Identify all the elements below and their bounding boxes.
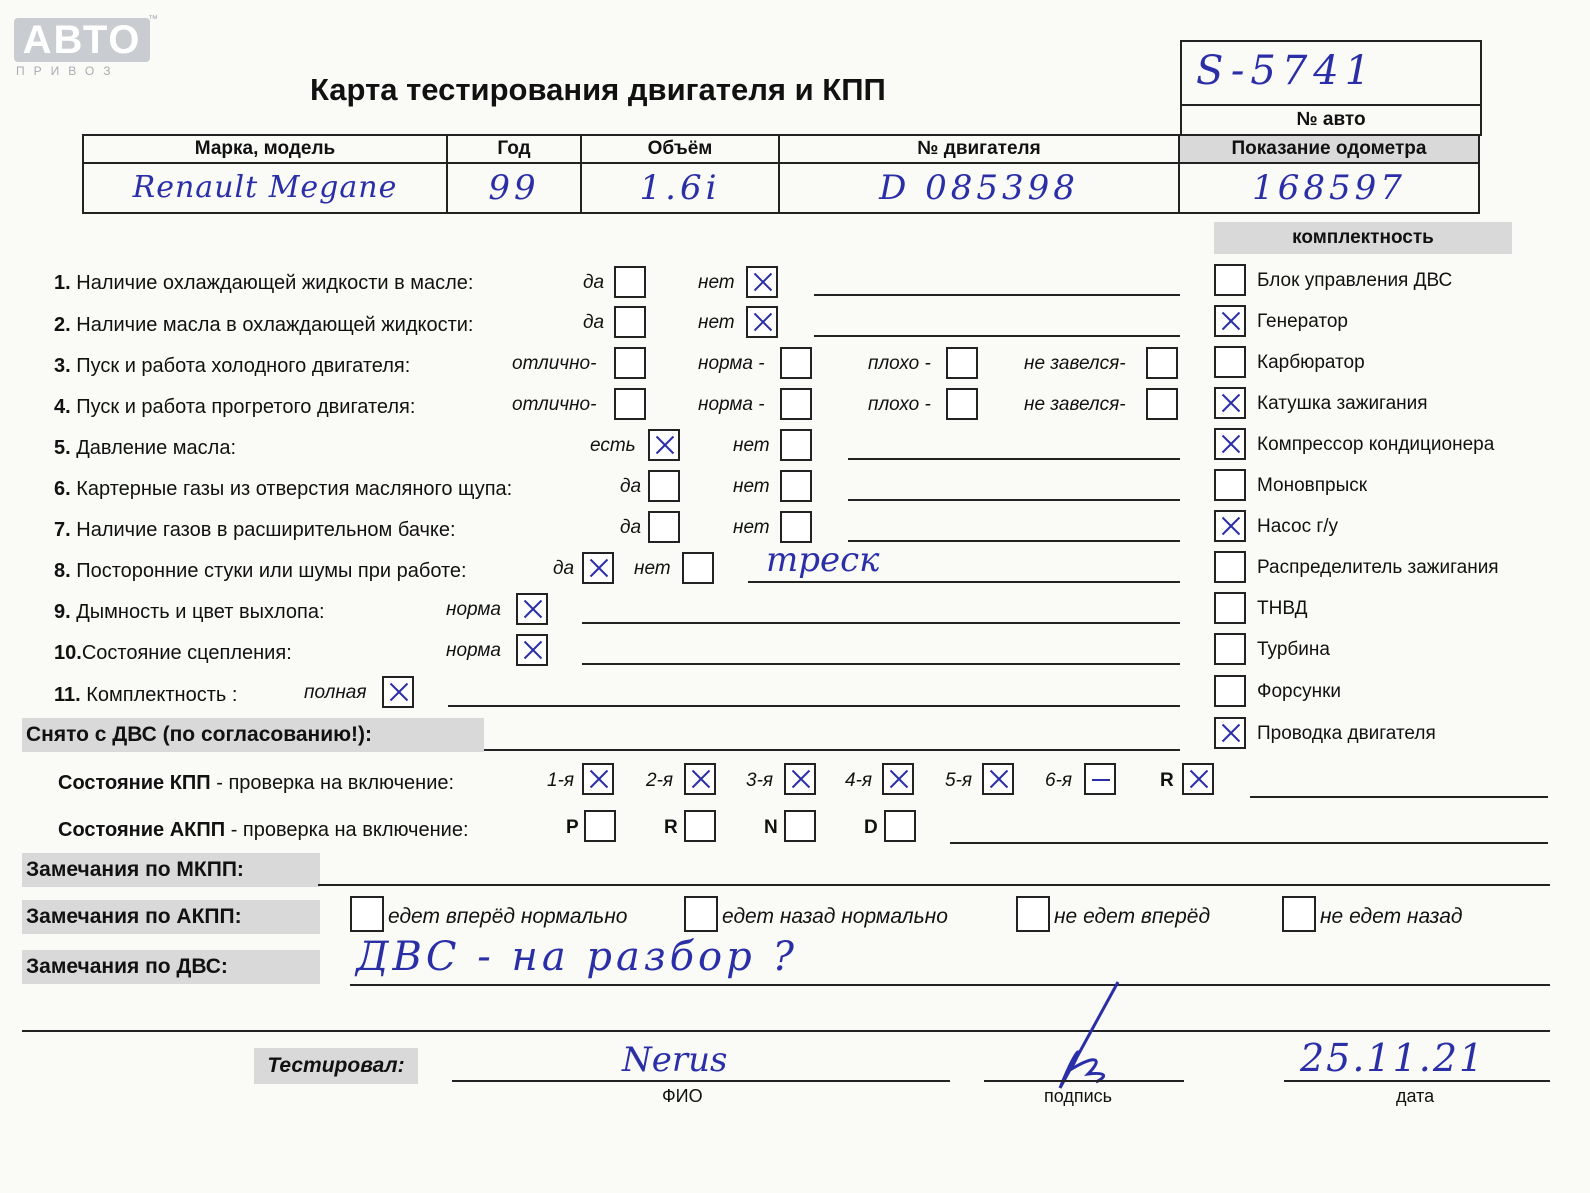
sign-line	[984, 1080, 1184, 1082]
q8-no-checkbox[interactable]	[682, 552, 714, 584]
komplekt-checkbox-3[interactable]	[1214, 387, 1246, 419]
value-engine-number: D 085398	[879, 168, 1079, 208]
kpp-gear-6-checkbox[interactable]	[1084, 763, 1116, 795]
q3-normal-checkbox[interactable]	[780, 347, 812, 379]
q11-opt-full: полная	[304, 682, 367, 703]
value-year: 99	[488, 168, 540, 208]
akpp-forward-ok-checkbox[interactable]	[350, 896, 384, 932]
komplekt-checkbox-10[interactable]	[1214, 675, 1246, 707]
akpp-no-backward-checkbox[interactable]	[1282, 896, 1316, 932]
q4-opt-no-start: не завелся-	[1024, 394, 1126, 415]
fio-line	[452, 1080, 950, 1082]
q10-line	[582, 663, 1180, 665]
q8-opt-yes: да	[553, 558, 575, 579]
question-10: 10.Состояние сцепления:	[54, 642, 292, 664]
tested-by-label: Тестировал:	[254, 1048, 418, 1084]
akpp-mode-p-checkbox[interactable]	[584, 810, 616, 842]
removed-label: Снято с ДВС (по согласованию!):	[22, 718, 484, 752]
q6-opt-yes: да	[620, 476, 642, 497]
komplekt-label-8: ТНВД	[1257, 598, 1308, 619]
q7-opt-yes: да	[620, 517, 642, 538]
komplekt-label-7: Распределитель зажигания	[1257, 557, 1499, 578]
remarks-akpp-label: Замечания по АКПП:	[22, 900, 320, 934]
komplekt-label-2: Карбюратор	[1257, 352, 1365, 373]
q7-yes-checkbox[interactable]	[648, 511, 680, 543]
kpp-gear-5-label: 5-я	[945, 770, 973, 791]
question-11: 11. Комплектность :	[54, 684, 238, 706]
value-make-model: Renault Megane	[132, 170, 398, 205]
komplekt-checkbox-8[interactable]	[1214, 592, 1246, 624]
q7-line	[848, 540, 1180, 542]
q9-line	[582, 622, 1180, 624]
col-engine-number: № двигателя	[917, 138, 1041, 159]
q1-no-checkbox[interactable]	[746, 266, 778, 298]
kpp-gear-1-checkbox[interactable]	[582, 763, 614, 795]
komplekt-label-1: Генератор	[1257, 311, 1348, 332]
removed-line	[484, 749, 1180, 751]
q4-no-start-checkbox[interactable]	[1146, 388, 1178, 420]
komplekt-checkbox-6[interactable]	[1214, 510, 1246, 542]
q3-opt-normal: норма -	[698, 353, 765, 374]
col-volume: Объём	[647, 138, 713, 159]
question-6: 6. Картерные газы из отверстия масляного щупа:	[54, 478, 513, 500]
question-3: 3. Пуск и работа холодного двигателя:	[54, 355, 411, 377]
date-value: 25.11.21	[1300, 1036, 1486, 1080]
q8-opt-no: нет	[634, 558, 671, 579]
komplekt-label-4: Компрессор кондиционера	[1257, 434, 1495, 455]
remarks-dvs-line	[350, 984, 1550, 986]
q7-opt-no: нет	[733, 517, 770, 538]
komplekt-checkbox-0[interactable]	[1214, 264, 1246, 296]
komplekt-checkbox-1[interactable]	[1214, 305, 1246, 337]
kpp-gear-3-label: 3-я	[746, 770, 774, 791]
auto-number-value: S-5741	[1196, 48, 1377, 94]
remarks-mkpp-label: Замечания по МКПП:	[22, 853, 320, 887]
akpp-no-backward-label: не едет назад	[1320, 905, 1463, 928]
komplekt-title: комплектность	[1214, 222, 1512, 254]
komplekt-checkbox-2[interactable]	[1214, 346, 1246, 378]
fio-label: ФИО	[662, 1086, 703, 1106]
auto-number-box	[1180, 40, 1482, 136]
q5-line	[848, 458, 1180, 460]
q1-opt-yes: да	[583, 272, 605, 293]
q5-opt-yes: есть	[590, 435, 636, 456]
q4-normal-checkbox[interactable]	[780, 388, 812, 420]
fio-value: Nerus	[622, 1040, 728, 1080]
q3-opt-bad: плохо -	[868, 353, 931, 374]
kpp-gear-5-checkbox[interactable]	[982, 763, 1014, 795]
form-title: Карта тестирования двигателя и КПП	[310, 72, 886, 107]
question-2: 2. Наличие масла в охлаждающей жидкости:	[54, 314, 474, 336]
komplekt-checkbox-5[interactable]	[1214, 469, 1246, 501]
akpp-label: Состояние АКПП - проверка на включение:	[58, 819, 469, 841]
q6-yes-checkbox[interactable]	[648, 470, 680, 502]
komplekt-label-6: Насос г/у	[1257, 516, 1339, 537]
q10-normal-checkbox[interactable]	[516, 634, 548, 666]
col-odometer: Показание одометра	[1231, 138, 1427, 159]
date-line	[1284, 1080, 1550, 1082]
akpp-mode-n-label: N	[764, 817, 778, 838]
akpp-no-forward-label: не едет вперёд	[1054, 905, 1211, 928]
akpp-mode-r-checkbox[interactable]	[684, 810, 716, 842]
question-4: 4. Пуск и работа прогретого двигателя:	[54, 396, 416, 418]
question-9: 9. Дымность и цвет выхлопа:	[54, 601, 325, 623]
q3-bad-checkbox[interactable]	[946, 347, 978, 379]
sign-label: подпись	[1044, 1086, 1113, 1106]
q5-no-checkbox[interactable]	[780, 429, 812, 461]
kpp-gear-2-label: 2-я	[646, 770, 674, 791]
q7-no-checkbox[interactable]	[780, 511, 812, 543]
q4-opt-normal: норма -	[698, 394, 765, 415]
q10-opt-normal: норма	[446, 640, 501, 661]
logo: АВТО	[14, 18, 150, 62]
q5-yes-checkbox[interactable]	[648, 429, 680, 461]
akpp-mode-d-checkbox[interactable]	[884, 810, 916, 842]
akpp-no-forward-checkbox[interactable]	[1016, 896, 1050, 932]
q3-opt-no-start: не завелся-	[1024, 353, 1126, 374]
kpp-gear-2-checkbox[interactable]	[684, 763, 716, 795]
akpp-line	[950, 842, 1548, 844]
q2-no-checkbox[interactable]	[746, 306, 778, 338]
akpp-backward-ok-checkbox[interactable]	[684, 896, 718, 932]
q1-line	[814, 294, 1180, 296]
q2-line	[814, 335, 1180, 337]
question-1: 1. Наличие охлаждающей жидкости в масле:	[54, 272, 474, 294]
kpp-gear-r-checkbox[interactable]	[1182, 763, 1214, 795]
q8-yes-checkbox[interactable]	[582, 552, 614, 584]
logo-subtitle: ПРИВОЗ	[16, 64, 120, 78]
kpp-gear-4-checkbox[interactable]	[882, 763, 914, 795]
kpp-gear-4-label: 4-я	[845, 770, 873, 791]
q3-opt-excellent: отлично-	[512, 353, 597, 374]
kpp-gear-1-label: 1-я	[547, 770, 575, 791]
q9-opt-normal: норма	[446, 599, 501, 620]
auto-number-label: № авто	[1182, 104, 1480, 134]
akpp-mode-d-label: D	[864, 817, 878, 838]
question-7: 7. Наличие газов в расширительном бачке:	[54, 519, 456, 541]
q11-full-checkbox[interactable]	[382, 676, 414, 708]
q2-opt-no: нет	[698, 312, 735, 333]
date-label: дата	[1396, 1086, 1435, 1106]
akpp-backward-ok-label: едет назад нормально	[722, 905, 948, 928]
kpp-line	[1250, 796, 1548, 798]
q2-opt-yes: да	[583, 312, 605, 333]
col-make-model: Марка, модель	[194, 138, 336, 159]
q3-no-start-checkbox[interactable]	[1146, 347, 1178, 379]
value-odometer: 168597	[1252, 168, 1406, 208]
q8-line	[748, 581, 1180, 583]
akpp-mode-r-label: R	[664, 817, 678, 838]
q4-excellent-checkbox[interactable]	[614, 388, 646, 420]
remarks-mkpp-line	[318, 884, 1550, 886]
komplekt-label-9: Турбина	[1257, 639, 1330, 660]
remarks-dvs-note: ДВС - на разбор ?	[356, 934, 798, 980]
komplekt-label-11: Проводка двигателя	[1257, 723, 1436, 744]
q6-line	[848, 499, 1180, 501]
question-5: 5. Давление масла:	[54, 437, 236, 459]
komplekt-label-3: Катушка зажигания	[1257, 393, 1428, 414]
q11-line	[448, 705, 1180, 707]
q6-opt-no: нет	[733, 476, 770, 497]
komplekt-label-10: Форсунки	[1257, 681, 1341, 702]
komplekt-label-5: Моновпрыск	[1257, 475, 1368, 496]
q1-yes-checkbox[interactable]	[614, 266, 646, 298]
kpp-gear-6-label: 6-я	[1045, 770, 1073, 791]
remarks-dvs-label: Замечания по ДВС:	[22, 950, 320, 984]
q4-opt-excellent: отлично-	[512, 394, 597, 415]
question-8: 8. Посторонние стуки или шумы при работе:	[54, 560, 467, 582]
q5-opt-no: нет	[733, 435, 770, 456]
remarks-extra-line	[22, 1030, 1550, 1032]
value-volume: 1.6i	[639, 168, 721, 208]
komplekt-checkbox-11[interactable]	[1214, 717, 1246, 749]
q4-bad-checkbox[interactable]	[946, 388, 978, 420]
logo-trademark: ™	[148, 14, 158, 25]
komplekt-checkbox-4[interactable]	[1214, 428, 1246, 460]
komplekt-checkbox-9[interactable]	[1214, 633, 1246, 665]
col-year: Год	[497, 138, 531, 159]
q1-opt-no: нет	[698, 272, 735, 293]
kpp-label: Состояние КПП - проверка на включение:	[58, 772, 455, 794]
q9-normal-checkbox[interactable]	[516, 593, 548, 625]
komplekt-checkbox-7[interactable]	[1214, 551, 1246, 583]
kpp-gear-3-checkbox[interactable]	[784, 763, 816, 795]
akpp-mode-n-checkbox[interactable]	[784, 810, 816, 842]
akpp-forward-ok-label: едет вперёд нормально	[388, 905, 628, 928]
q6-no-checkbox[interactable]	[780, 470, 812, 502]
q8-note: треск	[766, 540, 880, 580]
vehicle-info-table	[82, 134, 1480, 214]
akpp-mode-p-label: P	[566, 817, 579, 838]
q4-opt-bad: плохо -	[868, 394, 931, 415]
kpp-gear-r-label: R	[1160, 770, 1174, 791]
q3-excellent-checkbox[interactable]	[614, 347, 646, 379]
komplekt-label-0: Блок управления ДВС	[1257, 270, 1453, 291]
q2-yes-checkbox[interactable]	[614, 306, 646, 338]
